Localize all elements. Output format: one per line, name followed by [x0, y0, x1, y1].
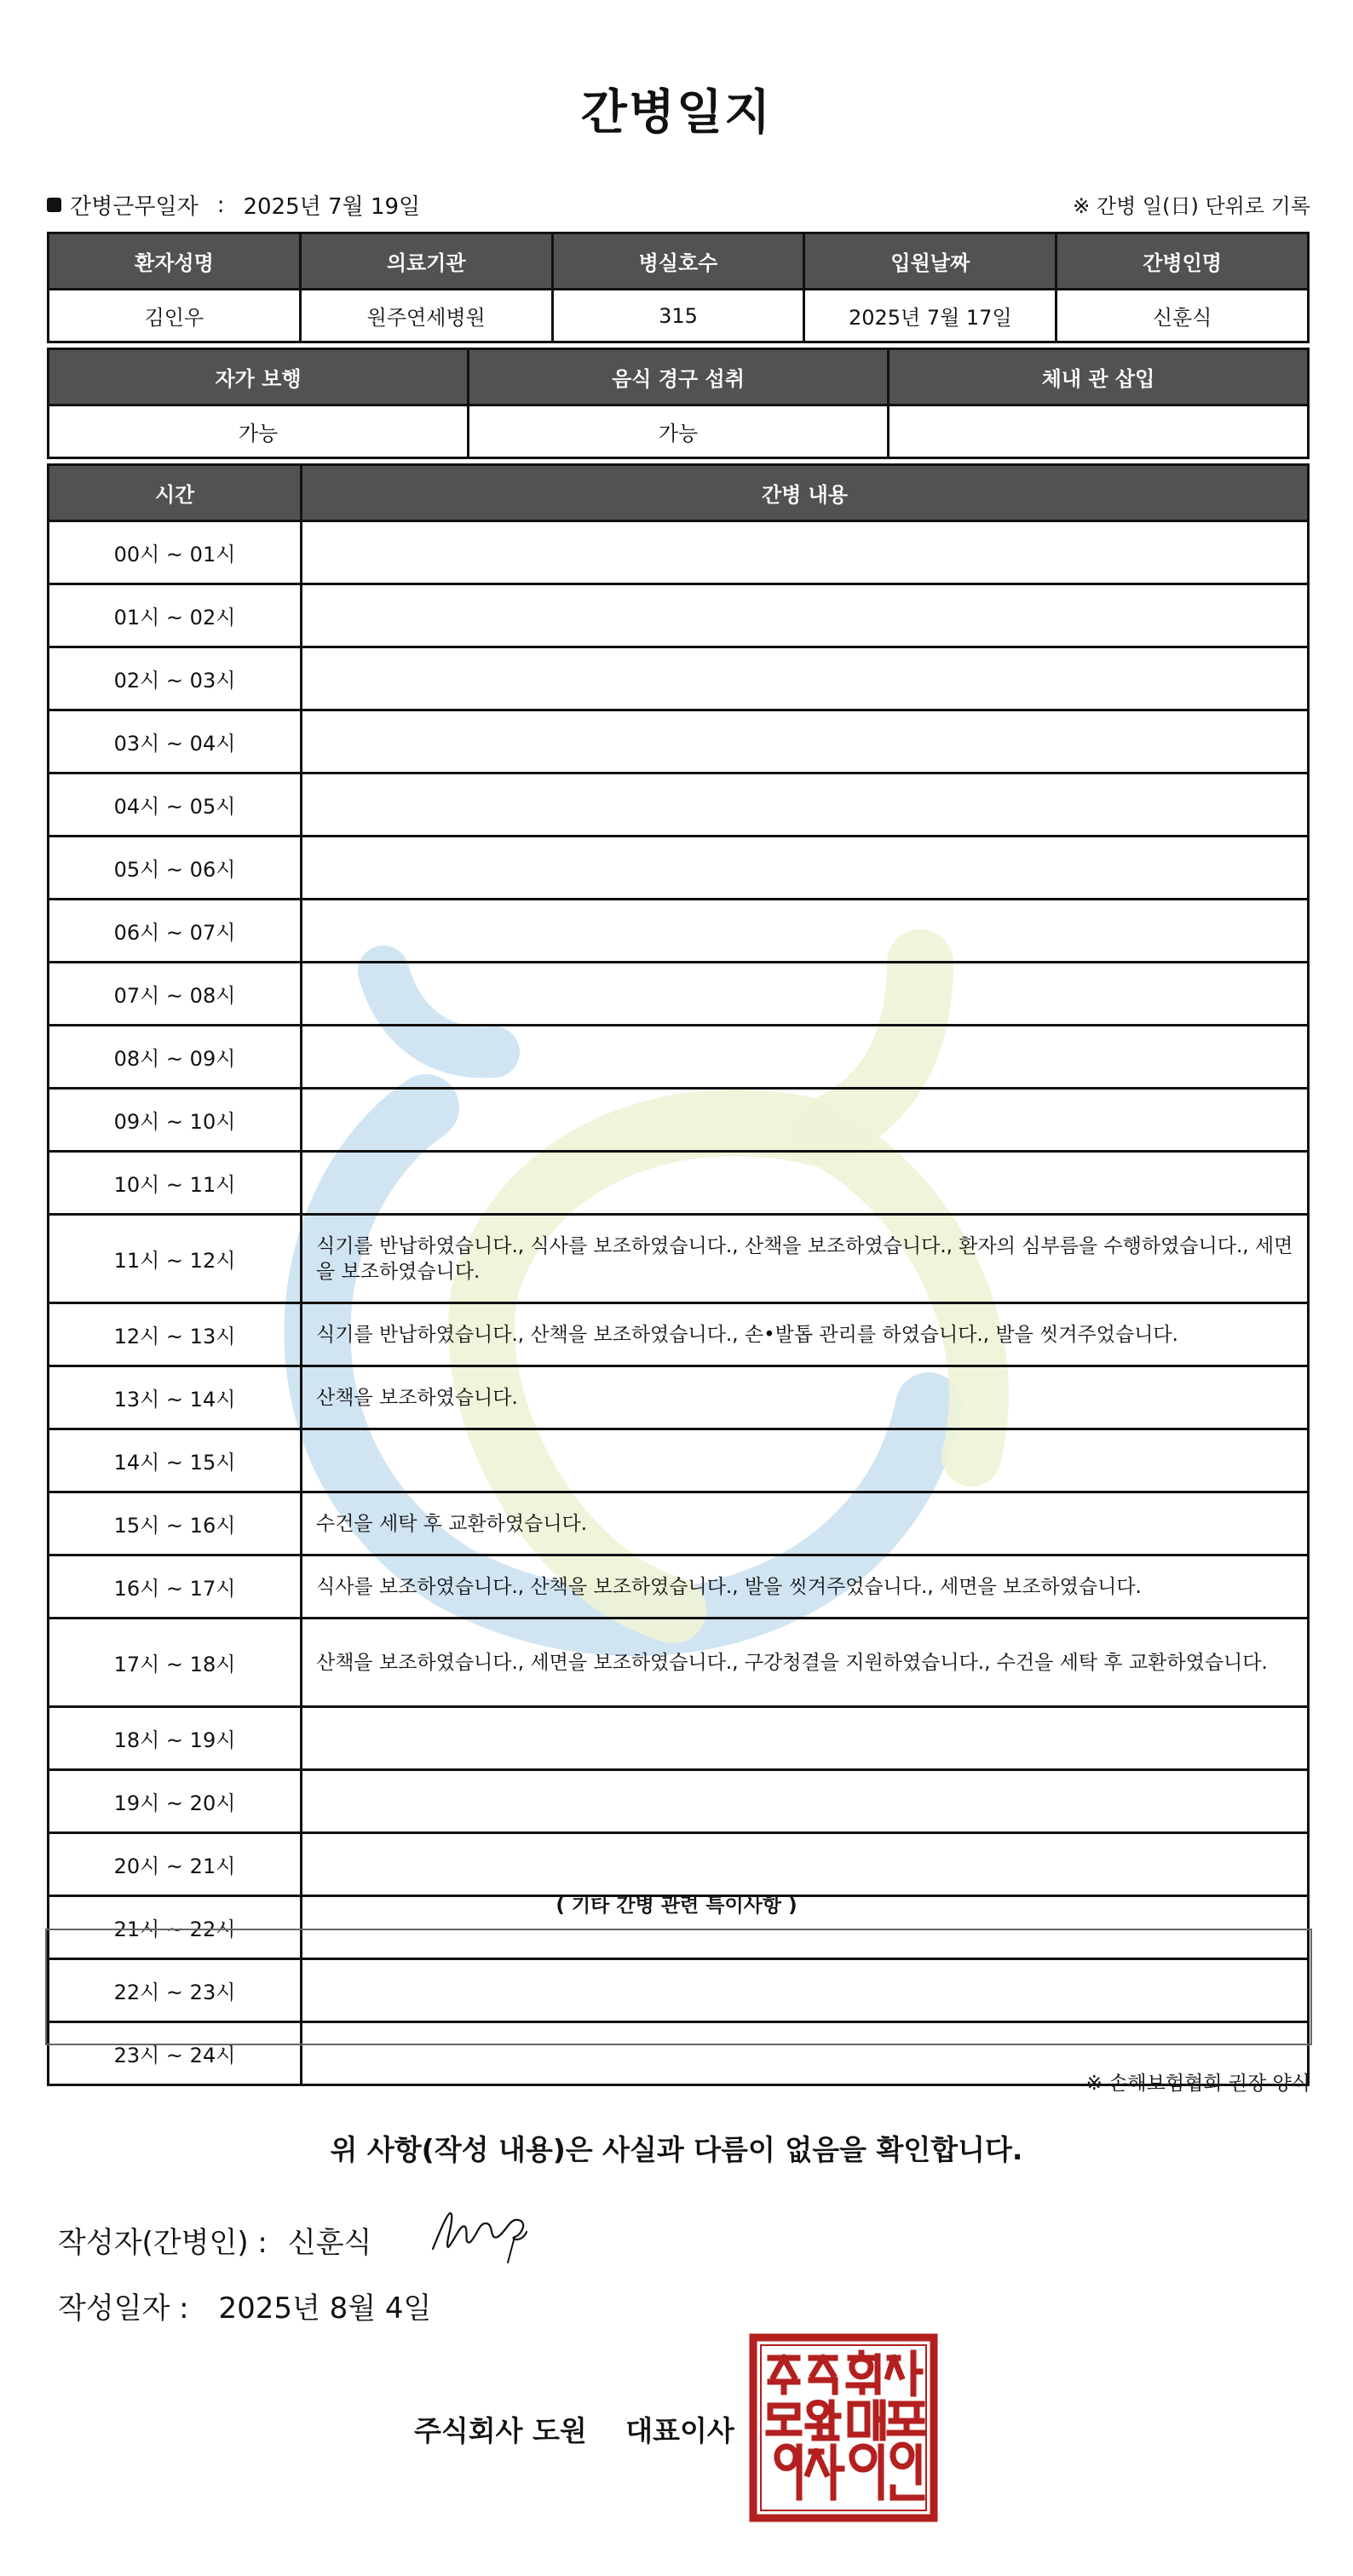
log-content-cell	[302, 647, 1309, 710]
log-time-cell: 07시 ~ 08시	[49, 963, 302, 1026]
log-time-cell: 17시 ~ 18시	[49, 1619, 302, 1707]
log-body	[49, 521, 1309, 2085]
log-time-cell: 20시 ~ 21시	[49, 1833, 302, 1896]
log-time-cell: 15시 ~ 16시	[49, 1492, 302, 1555]
log-row	[49, 1152, 1309, 1215]
log-content-cell: 식기를 반납하였습니다., 식사를 보조하였습니다., 산책을 보조하였습니다., 환자의 심부름을 수행하였습니다., 세면을 보조하였습니다.	[302, 1215, 1309, 1303]
log-content-cell	[302, 1770, 1309, 1833]
log-time-cell: 06시 ~ 07시	[49, 900, 302, 963]
work-date-value: 2025년 7월 19일	[243, 194, 421, 220]
patient-value-row	[49, 290, 1309, 342]
log-row	[49, 1833, 1309, 1896]
log-row	[49, 1492, 1309, 1555]
log-row	[49, 1619, 1309, 1707]
header-self-walking: 자가 보행	[49, 349, 469, 405]
caregiver-name: 신훈식	[1056, 290, 1309, 342]
written-date-label: 작성일자 :	[58, 2291, 189, 2326]
log-time-cell: 14시 ~ 15시	[49, 1429, 302, 1492]
log-row	[49, 521, 1309, 584]
log-time-cell: 01시 ~ 02시	[49, 584, 302, 647]
log-content-cell: 식사를 보조하였습니다., 산책을 보조하였습니다., 발을 씻겨주었습니다., 세면을 보조하였습니다.	[302, 1555, 1309, 1619]
log-time-cell: 09시 ~ 10시	[49, 1089, 302, 1152]
oral-intake-value: 가능	[469, 405, 889, 458]
status-value-row	[49, 405, 1309, 458]
log-content-cell	[302, 1707, 1309, 1770]
care-log-table	[47, 463, 1310, 2086]
log-row	[49, 773, 1309, 837]
log-time-cell: 02시 ~ 03시	[49, 647, 302, 710]
log-time-cell: 21시 ~ 22시	[49, 1896, 302, 1959]
header-admission-date: 입원날짜	[804, 233, 1056, 290]
log-time-cell: 19시 ~ 20시	[49, 1770, 302, 1833]
log-content-cell: 수건을 세탁 후 교환하였습니다.	[302, 1492, 1309, 1555]
work-date-colon: :	[216, 192, 225, 218]
log-content-cell: 식기를 반납하였습니다., 산책을 보조하였습니다., 손•발톱 관리를 하였습니다., 발을 씻겨주었습니다.	[302, 1303, 1309, 1366]
log-row	[49, 584, 1309, 647]
log-row	[49, 1770, 1309, 1833]
self-walking-value: 가능	[49, 405, 469, 458]
log-time-cell: 10시 ~ 11시	[49, 1152, 302, 1215]
ceo-title: 대표이사	[625, 2414, 734, 2447]
log-row	[49, 1707, 1309, 1770]
tube-insertion-value	[889, 405, 1309, 458]
log-header-row	[49, 465, 1309, 521]
log-time-cell: 12시 ~ 13시	[49, 1303, 302, 1366]
log-row	[49, 1429, 1309, 1492]
confirmation-statement: 위 사항(작성 내용)은 사실과 다름이 없음을 확인합니다.	[330, 2133, 1023, 2166]
header-room-number: 병실호수	[552, 233, 804, 290]
header-institution: 의료기관	[300, 233, 552, 290]
patient-header-row	[49, 233, 1309, 290]
log-row	[49, 963, 1309, 1026]
seal-text: 주식회사	[843, 2521, 847, 2522]
handwritten-signature	[426, 2198, 537, 2266]
log-content-cell: 산책을 보조하였습니다.	[302, 1366, 1309, 1429]
log-content-cell	[302, 900, 1309, 963]
log-row	[49, 1303, 1309, 1366]
log-time-cell: 18시 ~ 19시	[49, 1707, 302, 1770]
log-content-cell	[302, 773, 1309, 837]
written-date-line	[58, 2285, 431, 2326]
log-row	[49, 1366, 1309, 1429]
special-notes-title: ( 기타 간병 관련 특이사항 )	[556, 1895, 797, 1917]
association-form-note: ※ 손해보험협회 권장 양식	[1085, 2073, 1310, 2095]
log-content-cell	[302, 837, 1309, 900]
log-row	[49, 647, 1309, 710]
work-date-line	[47, 189, 420, 221]
work-date-label: 간병근무일자	[70, 194, 199, 220]
writer-label: 작성자(간병인) :	[58, 2226, 268, 2260]
square-bullet-icon	[47, 198, 61, 212]
log-time-cell: 13시 ~ 14시	[49, 1366, 302, 1429]
patient-info-table	[47, 232, 1310, 343]
admission-date: 2025년 7월 17일	[804, 290, 1056, 342]
log-time-cell: 23시 ~ 24시	[49, 2022, 302, 2085]
special-notes-box	[45, 1929, 1312, 2045]
log-row	[49, 900, 1309, 963]
log-content-cell	[302, 521, 1309, 584]
log-content-cell: 산책을 보조하였습니다., 세면을 보조하였습니다., 구강청결을 지원하였습니다., 수건을 세탁 후 교환하였습니다.	[302, 1619, 1309, 1707]
log-content-cell	[302, 1152, 1309, 1215]
written-date-value: 2025년 8월 4일	[218, 2291, 432, 2326]
writer-line	[58, 2219, 371, 2261]
header-oral-intake: 음식 경구 섭취	[469, 349, 889, 405]
daily-record-note: ※ 간병 일(日) 단위로 기록	[1073, 194, 1310, 218]
company-name: 주식회사 도원	[414, 2414, 587, 2447]
header-care-content: 간병 내용	[302, 465, 1309, 521]
log-row	[49, 1026, 1309, 1089]
log-row	[49, 837, 1309, 900]
room-number: 315	[552, 290, 804, 342]
log-content-cell	[302, 710, 1309, 773]
log-time-cell: 00시 ~ 01시	[49, 521, 302, 584]
company-line	[414, 2409, 734, 2449]
log-time-cell: 22시 ~ 23시	[49, 1959, 302, 2022]
log-content-cell	[302, 1089, 1309, 1152]
log-time-cell: 05시 ~ 06시	[49, 837, 302, 900]
log-row	[49, 1215, 1309, 1303]
header-patient-name: 환자성명	[49, 233, 301, 290]
log-time-cell: 03시 ~ 04시	[49, 710, 302, 773]
log-content-cell	[302, 584, 1309, 647]
log-time-cell: 16시 ~ 17시	[49, 1555, 302, 1619]
writer-name: 신훈식	[287, 2226, 372, 2260]
log-time-cell: 11시 ~ 12시	[49, 1215, 302, 1303]
institution: 원주연세병원	[300, 290, 552, 342]
log-row	[49, 1555, 1309, 1619]
log-content-cell	[302, 1026, 1309, 1089]
patient-name: 김인우	[49, 290, 301, 342]
page-title: 간병일지	[580, 85, 773, 141]
log-row	[49, 1089, 1309, 1152]
log-time-cell: 04시 ~ 05시	[49, 773, 302, 837]
header-caregiver-name: 간병인명	[1056, 233, 1309, 290]
company-seal	[748, 2332, 939, 2523]
status-header-row	[49, 349, 1309, 405]
log-row	[49, 710, 1309, 773]
log-content-cell	[302, 1833, 1309, 1896]
header-tube-insertion: 체내 관 삽입	[889, 349, 1309, 405]
log-content-cell	[302, 963, 1309, 1026]
header-time: 시간	[49, 465, 302, 521]
log-content-cell	[302, 1429, 1309, 1492]
patient-status-table	[47, 348, 1310, 459]
log-time-cell: 08시 ~ 09시	[49, 1026, 302, 1089]
